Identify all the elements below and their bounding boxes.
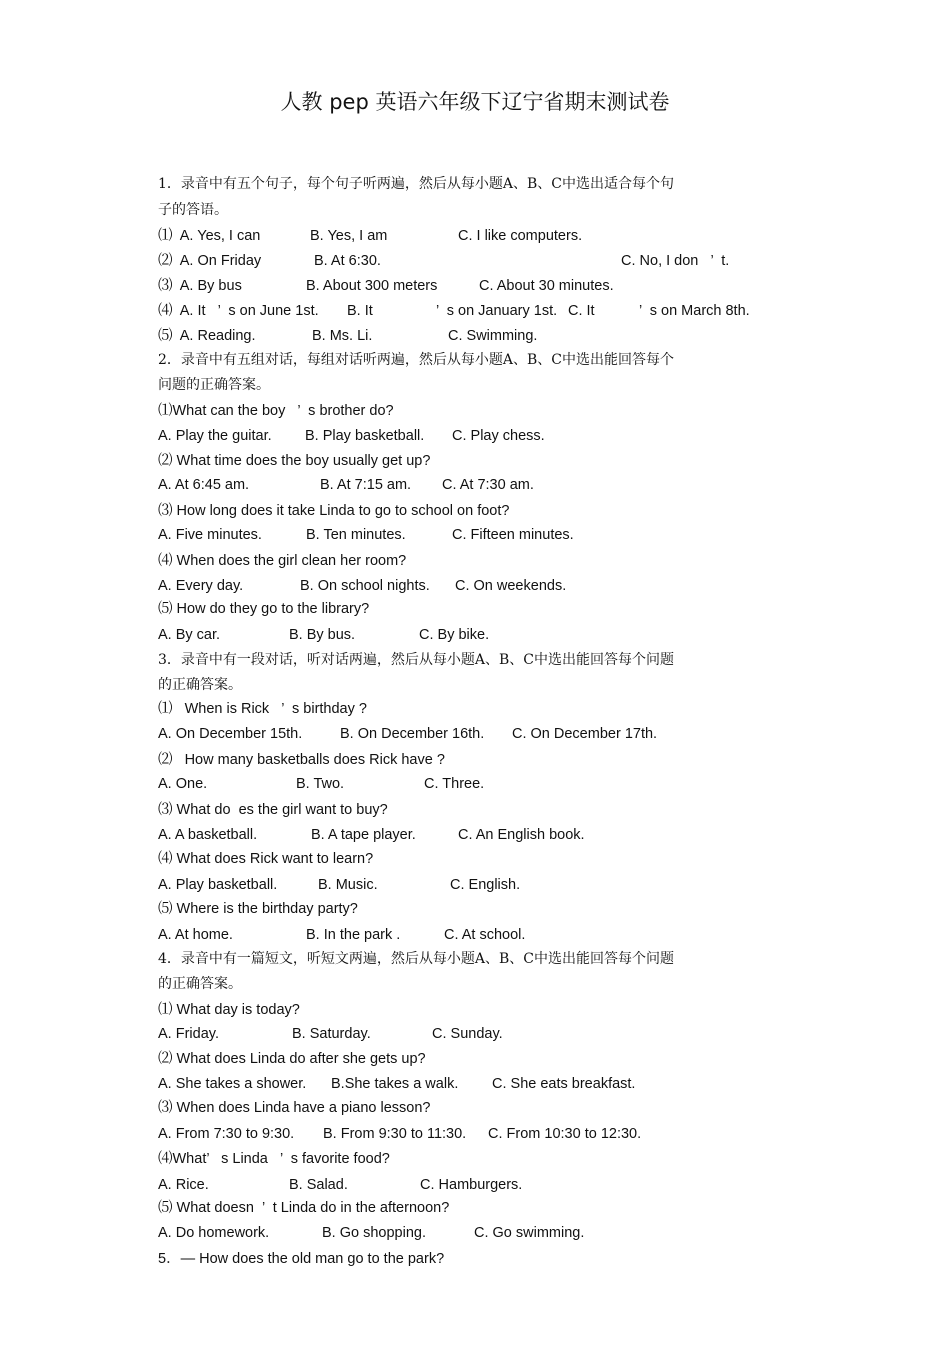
answer-option: C. At school. bbox=[444, 927, 526, 943]
answer-option: B. In the park . bbox=[306, 927, 401, 943]
answer-option: C. About 30 minutes. bbox=[479, 278, 614, 294]
answer-option: B. Yes, I am bbox=[310, 228, 388, 244]
answer-option: C. By bike. bbox=[419, 627, 490, 643]
answer-option: C. English. bbox=[450, 877, 521, 893]
question-text: 5．— How does the old man go to the park? bbox=[158, 1251, 445, 1267]
section-instruction: 1．录音中有五个句子，每个句子听两遍，然后从每小题A、B、C中选出适合每个句 bbox=[158, 176, 675, 192]
answer-option: C. Fifteen minutes. bbox=[452, 527, 574, 543]
answer-option: A. From 7:30 to 9:30. bbox=[158, 1126, 295, 1142]
answer-option: B.She takes a walk. bbox=[331, 1076, 459, 1092]
answer-option: C. I like computers. bbox=[458, 228, 583, 244]
answer-option: A. Rice. bbox=[158, 1177, 209, 1193]
answer-option: C. An English book. bbox=[458, 827, 585, 843]
section-instruction: 子的答语。 bbox=[158, 202, 228, 218]
answer-option: A. Five minutes. bbox=[158, 527, 262, 543]
question-text: ⑵ How many basketballs does Rick have ? bbox=[158, 752, 445, 768]
answer-option: A. Play the guitar. bbox=[158, 428, 272, 444]
answer-option: C. No, I don ’ t. bbox=[621, 253, 730, 269]
page-title: 人教 pep 英语六年级下辽宁省期末测试卷 bbox=[280, 90, 670, 114]
answer-option: B. On December 16th. bbox=[340, 726, 485, 742]
answer-option: B. Music. bbox=[318, 877, 378, 893]
answer-option: A. Every day. bbox=[158, 578, 244, 594]
section-instruction: 问题的正确答案。 bbox=[158, 377, 270, 393]
question-text: ⑷ What does Rick want to learn? bbox=[158, 851, 374, 867]
question-text: ⑵ What time does the boy usually get up? bbox=[158, 453, 431, 469]
answer-option: ⑷ A. It ’ s on June 1st. bbox=[158, 303, 319, 319]
answer-option: B. Salad. bbox=[289, 1177, 348, 1193]
question-text: ⑷What’ s Linda ’ s favorite food? bbox=[158, 1151, 390, 1167]
answer-option: ⑴ A. Yes, I can bbox=[158, 228, 261, 244]
answer-option: ⑶ A. By bus bbox=[158, 278, 242, 294]
answer-option: A. Friday. bbox=[158, 1026, 219, 1042]
section-instruction: 4．录音中有一篇短文，听短文两遍，然后从每小题A、B、C中选出能回答每个问题 bbox=[158, 951, 675, 967]
answer-option: B. Two. bbox=[296, 776, 345, 792]
answer-option: B. Play basketball. bbox=[305, 428, 425, 444]
answer-option: C. She eats breakfast. bbox=[492, 1076, 636, 1092]
answer-option: B. It bbox=[347, 303, 373, 319]
answer-option: B. From 9:30 to 11:30. bbox=[323, 1126, 467, 1142]
answer-option: B. At 7:15 am. bbox=[320, 477, 412, 493]
answer-option: B. About 300 meters bbox=[306, 278, 438, 294]
answer-option: B. Ms. Li. bbox=[312, 328, 373, 344]
answer-option: C. Play chess. bbox=[452, 428, 545, 444]
answer-option: B. Ten minutes. bbox=[306, 527, 406, 543]
answer-option: A. At home. bbox=[158, 927, 233, 943]
question-text: ⑶ What do es the girl want to buy? bbox=[158, 802, 388, 818]
question-text: ⑸ What doesn ’ t Linda do in the afternoon? bbox=[158, 1200, 450, 1216]
answer-option: A. One. bbox=[158, 776, 208, 792]
answer-option: B. On school nights. bbox=[300, 578, 430, 594]
answer-option: B. A tape player. bbox=[311, 827, 416, 843]
question-text: ⑸ How do they go to the library? bbox=[158, 601, 370, 617]
question-text: ⑶ When does Linda have a piano lesson? bbox=[158, 1100, 431, 1116]
question-text: ⑵ What does Linda do after she gets up? bbox=[158, 1051, 426, 1067]
answer-option: C. From 10:30 to 12:30. bbox=[488, 1126, 642, 1142]
answer-option: A. By car. bbox=[158, 627, 221, 643]
answer-option: C. Go swimming. bbox=[474, 1225, 585, 1241]
answer-option: ’ s on January 1st. bbox=[436, 303, 558, 319]
answer-option: ’ s on March 8th. bbox=[639, 303, 750, 319]
answer-option: B. Go shopping. bbox=[322, 1225, 426, 1241]
answer-option: B. At 6:30. bbox=[314, 253, 381, 269]
answer-option: C. Hamburgers. bbox=[420, 1177, 523, 1193]
question-text: ⑸ Where is the birthday party? bbox=[158, 901, 358, 917]
answer-option: ⑸ A. Reading. bbox=[158, 328, 256, 344]
question-text: ⑶ How long does it take Linda to go to school on foot? bbox=[158, 503, 510, 519]
answer-option: C. Swimming. bbox=[448, 328, 538, 344]
section-instruction: 2．录音中有五组对话，每组对话听两遍，然后从每小题A、B、C中选出能回答每个 bbox=[158, 352, 675, 368]
answer-option: A. Do homework. bbox=[158, 1225, 270, 1241]
answer-option: C. At 7:30 am. bbox=[442, 477, 534, 493]
question-text: ⑷ When does the girl clean her room? bbox=[158, 553, 407, 569]
question-text: ⑴ What day is today? bbox=[158, 1002, 300, 1018]
section-instruction: 的正确答案。 bbox=[158, 677, 242, 693]
answer-option: A. She takes a shower. bbox=[158, 1076, 307, 1092]
question-text: ⑴What can the boy ’ s brother do? bbox=[158, 403, 394, 419]
section-instruction: 的正确答案。 bbox=[158, 976, 242, 992]
answer-option: C. It bbox=[568, 303, 595, 319]
answer-option: C. On December 17th. bbox=[512, 726, 658, 742]
answer-option: C. Sunday. bbox=[432, 1026, 503, 1042]
question-text: ⑴ When is Rick ’ s birthday ? bbox=[158, 701, 367, 717]
section-instruction: 3．录音中有一段对话，听对话两遍，然后从每小题A、B、C中选出能回答每个问题 bbox=[158, 652, 675, 668]
answer-option: B. By bus. bbox=[289, 627, 356, 643]
answer-option: A. On December 15th. bbox=[158, 726, 303, 742]
answer-option: C. On weekends. bbox=[455, 578, 567, 594]
answer-option: B. Saturday. bbox=[292, 1026, 371, 1042]
answer-option: A. A basketball. bbox=[158, 827, 258, 843]
answer-option: C. Three. bbox=[424, 776, 485, 792]
answer-option: ⑵ A. On Friday bbox=[158, 253, 262, 269]
answer-option: A. Play basketball. bbox=[158, 877, 278, 893]
answer-option: A. At 6:45 am. bbox=[158, 477, 250, 493]
